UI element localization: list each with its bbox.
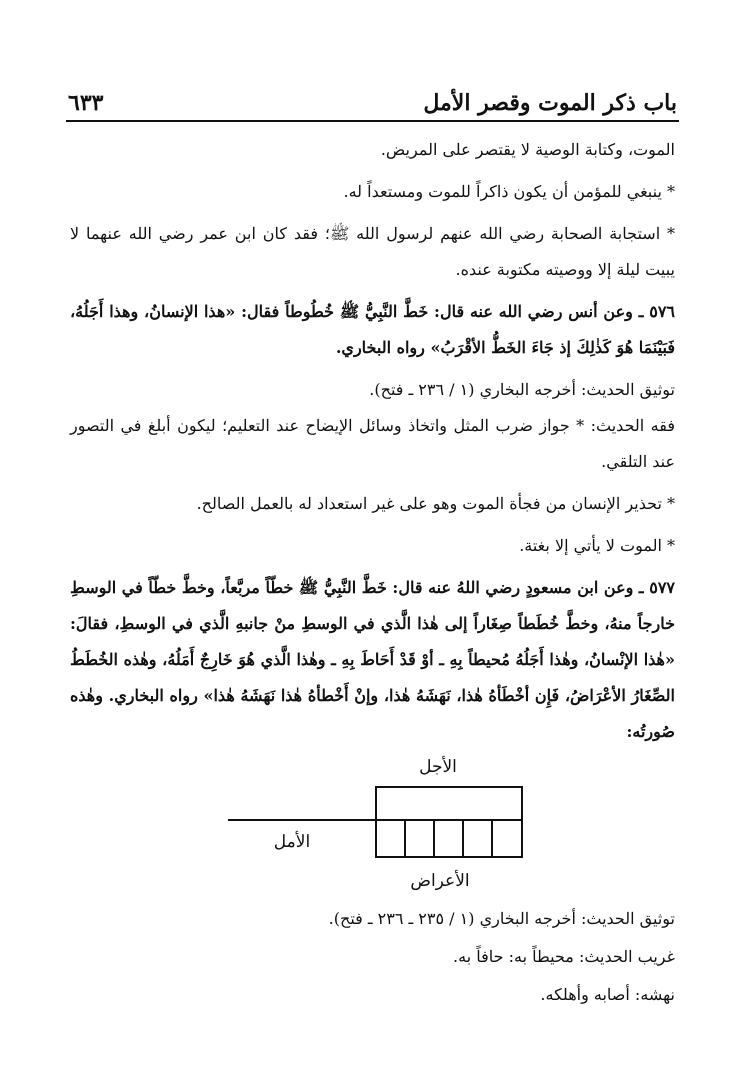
hadith-576: ٥٧٦ ـ وعن أنس رضي الله عنه قال: خَطَّ النَّبِيُّ ﷺ خُطُوطاً فقال: «هذا الإنسانُ، وهذا أَجَلُهُ، فَبَيْنَمَا هُوَ كَذٰلِكَ إذ جَاءَ الخَطُّ الأقْرَبُ» رواه البخاري. [70,302,675,357]
ajal-square [376,787,522,857]
bullet-point: * استجابة الصحابة رضي الله عنهم لرسول الله ﷺ؛ فقد كان ابن عمر رضي الله عنهما لا يبيت ليلة إلا ووصيته مكتوبة عنده. [70,224,675,279]
word-definition: نهشه: أصابه وأهلكه. [540,985,675,1004]
bullet-point: * ينبغي للمؤمن أن يكون ذاكراً للموت ومستعداً له. [343,182,675,201]
chapter-title: باب ذكر الموت وقصر الأمل [423,90,677,116]
bullet-point: * تحذير الإنسان من فجأة الموت وهو على غير استعداد له بالعمل الصالح. [196,494,675,513]
hadith-fiqh: فقه الحديث: * جواز ضرب المثل واتخاذ وسائل الإيضاح عند التعليم؛ ليكون أبلغ في التصور عند التلقي. [70,416,675,471]
hadith-citation: توثيق الحديث: أخرجه البخاري (١ / ٢٣٦ ـ فتح). [369,380,675,399]
bullet-point: * الموت لا يأتي إلا بغتة. [519,536,675,555]
paragraph: الموت، وكتابة الوصية لا يقتصر على المريض. [380,140,675,159]
hadith-577: ٥٧٧ ـ وعن ابن مسعودٍ رضي اللهُ عنه قال: خَطَّ النَّبِيُّ ﷺ خطّاً مربَّعاً، وخطَّ خطّاً في الوسطِ خارجاً منهُ، وخطَّ خُطَطاً صِغَاراً إلى هٰذا الَّذي في الوسطِ منْ جانبهِ الَّذي في الوسطِ، فقالَ: «هٰذا الإنْسانُ، وهٰذا أَجَلُهُ مُحيطاً بِهِ ـ أوْ قَدْ أَحَاطَ بِهِ ـ وهٰذا الَّذي هُوَ خَارِجٌ أَمَلُهُ، وهٰذه الخُطَطُ الصِّغَارُ الأعْرَاضُ، فَإِن أخْطَأهُ هٰذا، نَهَشَهُ هٰذا، وإنْ أَخْطأهُ هٰذا نَهَشَهُ هٰذا» رواه البخاري. وهٰذه صُورتُه: [70,578,675,741]
hadith-gharib: غريب الحديث: محيطاً به: حافاً به. [453,947,675,966]
page-number: ٦٣٣ [68,90,104,116]
label-ajal: الأجل [419,757,457,777]
notes-section [70,900,675,1014]
hadith-citation: توثيق الحديث: أخرجه البخاري (١ / ٢٣٥ ـ ٢٣٦ ـ فتح). [328,909,675,928]
label-amal: الأمل [273,832,311,852]
label-aarad: الأعراض [410,871,470,891]
